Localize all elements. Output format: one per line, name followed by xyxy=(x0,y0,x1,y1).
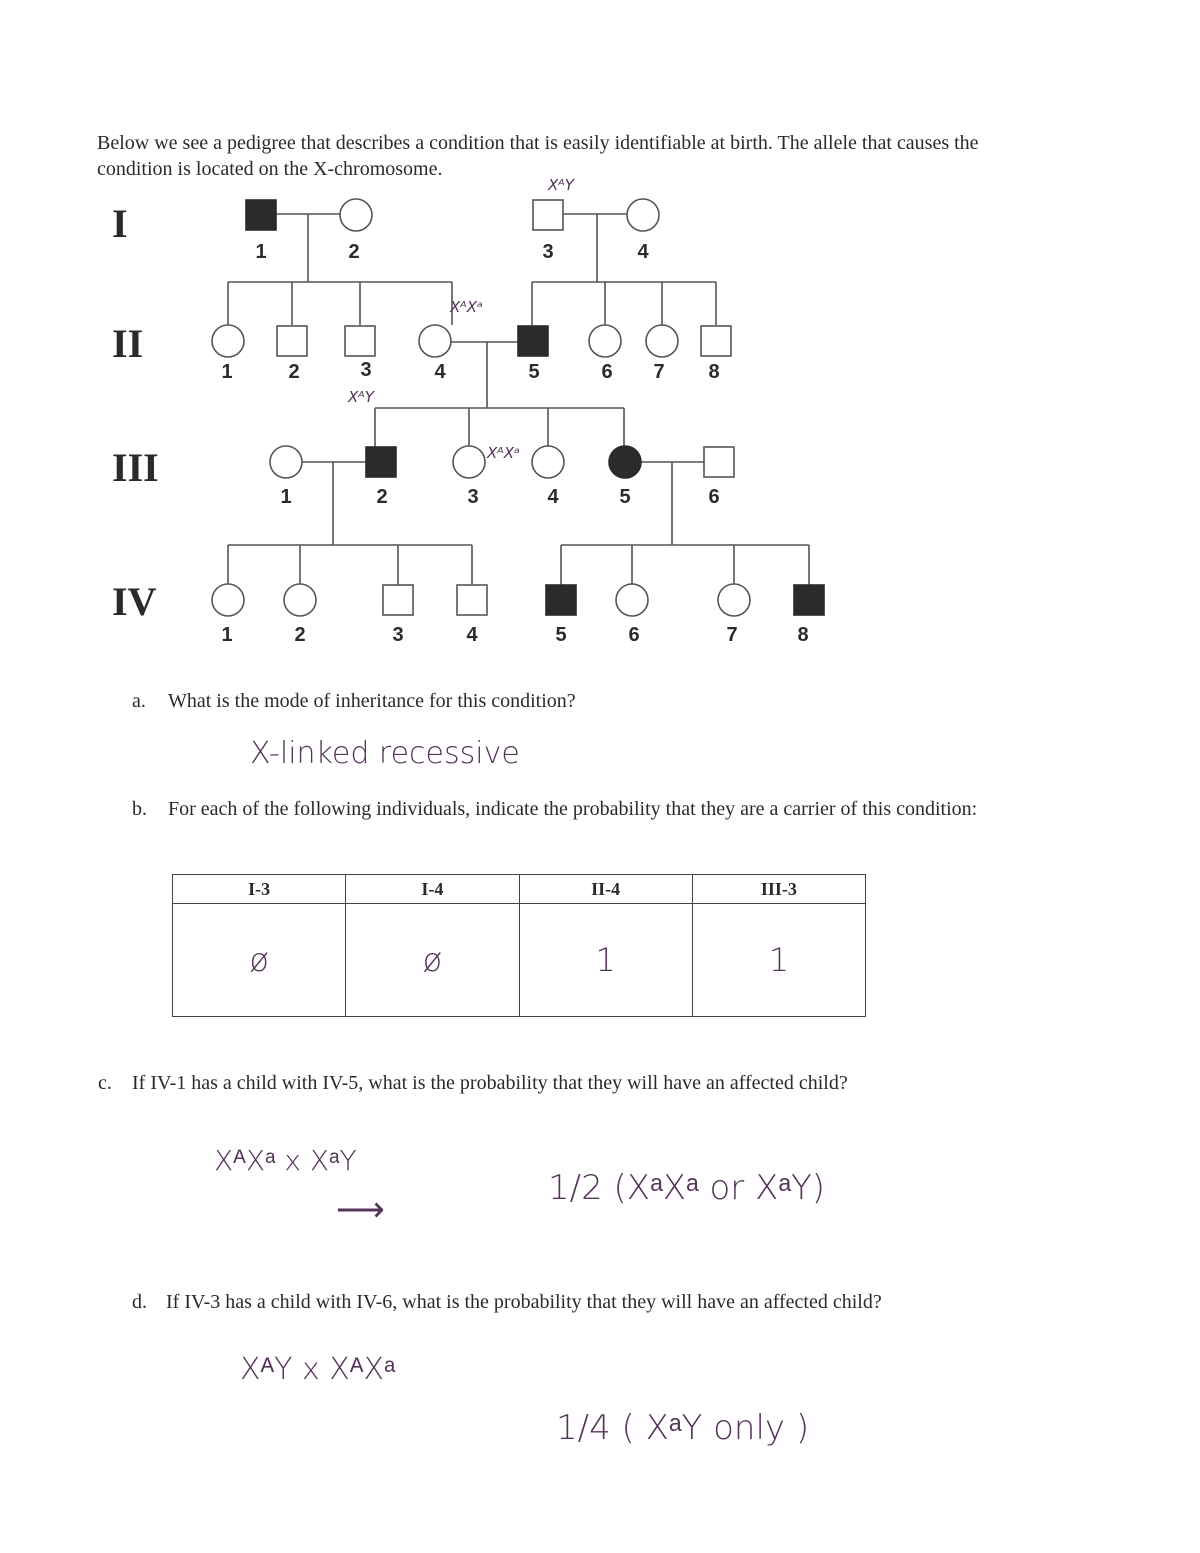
iii4-female-circle xyxy=(532,446,564,478)
ii5-label: 5 xyxy=(528,361,540,383)
ii4-female-circle xyxy=(419,325,451,357)
question-d-letter: d. xyxy=(132,1291,147,1313)
iv2-label: 2 xyxy=(294,624,306,646)
ii8-label: 8 xyxy=(708,361,720,383)
question-c-work: XᴬXᵃ x XᵃY xyxy=(214,1144,357,1177)
generation-label-3: III xyxy=(112,445,159,490)
question-c-text: If IV-1 has a child with IV-5, what is the probability that they will have an affected child? xyxy=(132,1072,848,1094)
question-b-letter: b. xyxy=(132,798,147,820)
table-header-i4: I-4 xyxy=(346,875,519,904)
question-a-answer: X-linked recessive xyxy=(250,736,520,771)
i4-female-circle xyxy=(627,199,659,231)
ii2-male-square xyxy=(277,326,307,356)
question-b-text: For each of the following individuals, indicate the probability that they are a carrier of this condition: xyxy=(168,798,978,820)
i1-label: 1 xyxy=(255,241,267,263)
question-d-text: If IV-3 has a child with IV-6, what is the probability that they will have an affected child? xyxy=(166,1291,882,1313)
iv5-label: 5 xyxy=(555,624,567,646)
ii3-male-square xyxy=(345,326,375,356)
i1-affected-male-square xyxy=(246,200,276,230)
iv4-label: 4 xyxy=(466,624,478,646)
ii3-genotype-note: XᴬY xyxy=(348,388,374,406)
iv8-affected-male-square xyxy=(794,585,824,615)
iii2-label: 2 xyxy=(376,486,388,508)
arrow-icon: ⟶ xyxy=(336,1190,385,1230)
question-a-text: What is the mode of inheritance for this condition? xyxy=(168,690,576,712)
ii1-label: 1 xyxy=(221,361,233,383)
i3-label: 3 xyxy=(542,241,554,263)
iv1-female-circle xyxy=(212,584,244,616)
iii2-affected-male-square xyxy=(366,447,396,477)
iv7-label: 7 xyxy=(726,624,738,646)
generation-label-2: II xyxy=(112,321,144,366)
iv3-label: 3 xyxy=(392,624,404,646)
ii6-label: 6 xyxy=(601,361,613,383)
table-header-i3: I-3 xyxy=(173,875,346,904)
table-answer-iii3: 1 xyxy=(692,904,865,1017)
question-c-answer: 1/2 (XᵃXᵃ or XᵃY) xyxy=(548,1168,826,1208)
iv3-male-square xyxy=(383,585,413,615)
iv7-female-circle xyxy=(718,584,750,616)
iii4-label: 4 xyxy=(547,486,559,508)
ii6-female-circle xyxy=(589,325,621,357)
iv4-male-square xyxy=(457,585,487,615)
iii3-genotype-note: XᴬXᵃ xyxy=(487,444,520,462)
iv8-label: 8 xyxy=(797,624,809,646)
iii6-male-square xyxy=(704,447,734,477)
ii7-label: 7 xyxy=(653,361,665,383)
iv2-female-circle xyxy=(284,584,316,616)
i2-label: 2 xyxy=(348,241,360,263)
iii3-label: 3 xyxy=(467,486,479,508)
ii5-affected-male-square xyxy=(518,326,548,356)
table-answer-i4: ø xyxy=(346,904,519,1017)
ii8-male-square xyxy=(701,326,731,356)
ii2-label: 2 xyxy=(288,361,300,383)
iii3-female-circle xyxy=(453,446,485,478)
ii4-label: 4 xyxy=(434,361,446,383)
iv1-label: 1 xyxy=(221,624,233,646)
iii6-label: 6 xyxy=(708,486,720,508)
iii5-affected-female-circle xyxy=(609,446,641,478)
table-header-ii4: II-4 xyxy=(519,875,692,904)
question-c-letter: c. xyxy=(98,1072,112,1094)
table-answer-i3: ø xyxy=(173,904,346,1017)
carrier-probability-table xyxy=(172,874,866,1017)
table-header-iii3: III-3 xyxy=(692,875,865,904)
pedigree-chart xyxy=(0,0,1200,700)
iii1-female-circle xyxy=(270,446,302,478)
question-d-answer: 1/4 ( XᵃY only ) xyxy=(556,1408,810,1448)
i3-genotype-note: XᴬY xyxy=(548,176,574,194)
i2-female-circle xyxy=(340,199,372,231)
ii4-genotype-note: XᴬXᵃ xyxy=(450,298,483,316)
ii1-female-circle xyxy=(212,325,244,357)
generation-label-1: I xyxy=(112,201,128,246)
intro-text: Below we see a pedigree that describes a condition that is easily identifiable at birth. The allele that causes the condition is located on the X-chromosome. xyxy=(97,132,979,180)
question-a-letter: a. xyxy=(132,690,146,712)
generation-label-4: IV xyxy=(112,579,157,624)
iv6-label: 6 xyxy=(628,624,640,646)
iv6-female-circle xyxy=(616,584,648,616)
question-d-work: XᴬY x XᴬXᵃ xyxy=(240,1352,396,1387)
ii3-label: 3 xyxy=(360,359,372,381)
ii7-female-circle xyxy=(646,325,678,357)
iv5-affected-male-square xyxy=(546,585,576,615)
iii1-label: 1 xyxy=(280,486,292,508)
table-answer-ii4: 1 xyxy=(519,904,692,1017)
i3-male-square xyxy=(533,200,563,230)
i4-label: 4 xyxy=(637,241,649,263)
iii5-label: 5 xyxy=(619,486,631,508)
